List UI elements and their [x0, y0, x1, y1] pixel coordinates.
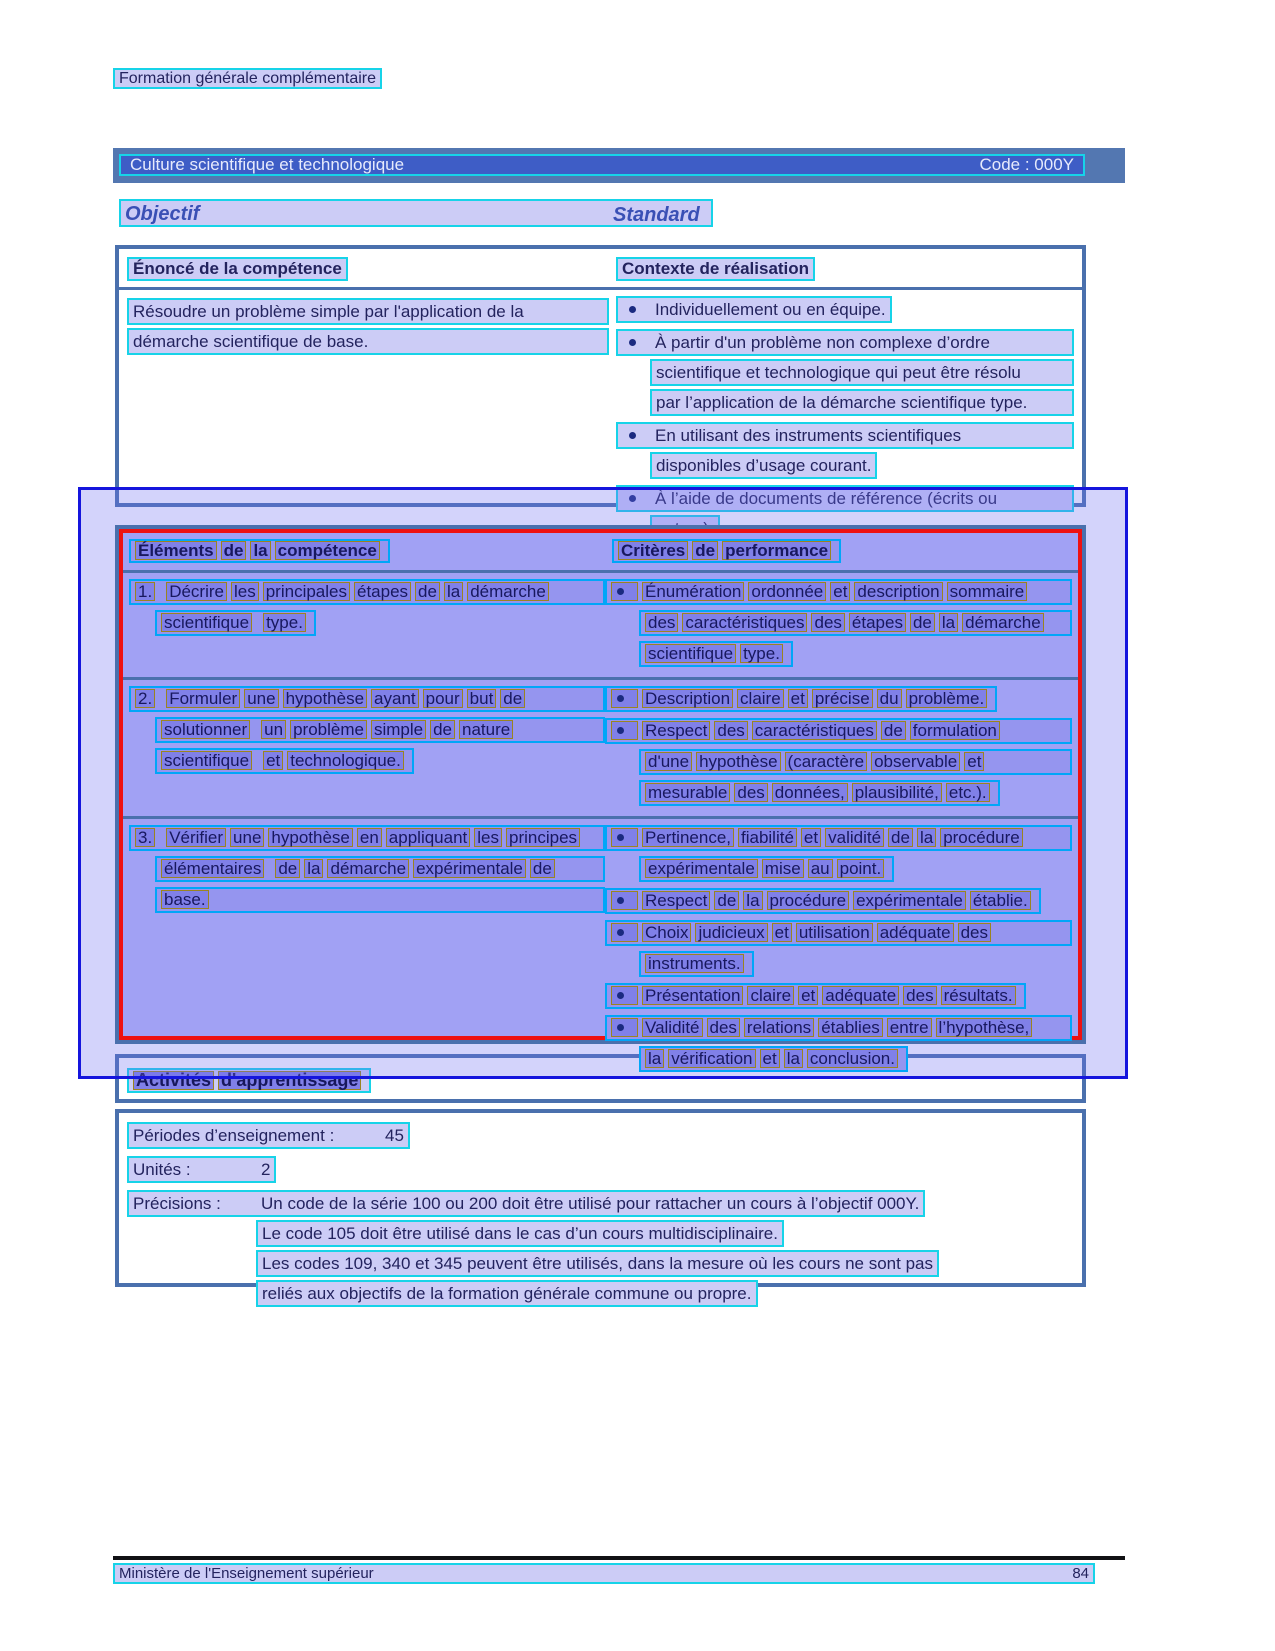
bullet-icon: [629, 339, 636, 346]
enonce-cell: Résoudre un problème simple par l'application de la démarche scientifique de base.: [127, 298, 609, 358]
bullet-item: Respect de la procédure expérimentale établie.: [605, 888, 1072, 914]
bullet-item: Description claire et précise du problème.: [605, 686, 1072, 712]
critere-cell: [605, 686, 1072, 812]
section-label-highlight: Formation générale complémentaire: [113, 68, 382, 89]
bullet-icon: [617, 1024, 624, 1031]
ministry-name: Ministère de l'Enseignement supérieur: [119, 1565, 374, 1582]
activities-detail-box: [115, 1109, 1086, 1303]
bullet-item: À l’aide de documents de référence (écrits ou: [616, 485, 1074, 542]
element-cell: 2. Formuler une hypothèse ayant pour but de solutionner un problème simple de nature scientifique et technologique.: [129, 686, 605, 812]
bullet-item: En utilisant des instruments scientifiques disponibles d’usage courant.: [616, 422, 1074, 479]
units-line: [127, 1156, 1074, 1183]
periods-label: Périodes d’enseignement :: [133, 1126, 335, 1145]
objectif-standard-heading: [119, 199, 713, 227]
bullet-icon: [617, 695, 624, 702]
bullet-icon: [629, 495, 636, 502]
footer-rule: [113, 1556, 1125, 1560]
standard-heading: Standard: [613, 204, 700, 226]
periods-value: 45: [385, 1126, 404, 1145]
bullet-icon: [617, 727, 624, 734]
footer-highlight: [113, 1563, 1095, 1584]
contexte-cell: [616, 296, 1074, 548]
bullet-item: Validité des relations établies entre l’hypothèse, la vérification et la conclusion.: [605, 1015, 1072, 1072]
element-cell: 3. Vérifier une hypothèse en appliquant les principes élémentaires de la démarche expérimentale de base.: [129, 825, 605, 1078]
page-footer: [113, 1563, 1095, 1584]
page-number: 84: [1072, 1565, 1089, 1582]
bullet-icon: [629, 306, 636, 313]
table1-col1-header: Énoncé de la compétence: [127, 257, 348, 281]
bullet-icon: [617, 992, 624, 999]
bullet-item: À partir d'un problème non complexe d’ordre scientifique et technologique qui peut être résolu par l’application de la démarche scientifique type.: [616, 329, 1074, 416]
table1-header-row: [119, 249, 1082, 290]
course-code: Code : 000Y: [979, 155, 1074, 174]
bullet-icon: [617, 834, 624, 841]
bullet-item: Pertinence, fiabilité et validité de la procédure expérimentale mise au point.: [605, 825, 1072, 882]
bullet-item: Énumération ordonnée et description sommaire des caractéristiques des étapes de la démarche scientifique type.: [605, 579, 1072, 667]
units-label: Unités :: [133, 1160, 191, 1179]
critere-cell: [605, 825, 1072, 1078]
elements-criteres-table: [115, 525, 1086, 1068]
table2-col2-header: Critères de performance: [612, 539, 841, 563]
course-header-bar: [113, 148, 1125, 183]
bullet-item: Présentation claire et adéquate des résultats.: [605, 983, 1072, 1009]
precisions-label: Précisions :: [133, 1194, 221, 1213]
units-value: 2: [261, 1160, 271, 1179]
bullet-icon: [617, 588, 624, 595]
bullet-item: Individuellement ou en équipe.: [616, 296, 1074, 323]
activities-heading: Activités d'apprentissage: [127, 1068, 371, 1093]
course-title: Culture scientifique et technologique: [130, 155, 405, 174]
section-label: [113, 70, 382, 88]
table2-col1-header: Éléments de la compétence: [129, 539, 390, 563]
objectif-heading: Objectif: [125, 203, 200, 225]
table2-header-row: [123, 533, 1078, 573]
table-row: [123, 573, 1078, 677]
critere-cell: [605, 579, 1072, 673]
table-row: [123, 816, 1078, 1082]
bullet-icon: [617, 929, 624, 936]
selected-region-red-box: [119, 529, 1082, 1068]
table1-col2-header: Contexte de réalisation: [616, 257, 815, 281]
element-cell: 1. Décrire les principales étapes de la démarche scientifique type.: [129, 579, 605, 673]
competence-context-table: [115, 245, 1086, 507]
bullet-item: Respect des caractéristiques de formulation d'une hypothèse (caractère observable et mesurable des données, plausibilité, etc.).: [605, 718, 1072, 806]
course-header-highlight: [119, 154, 1085, 176]
periods-line: [127, 1122, 1074, 1149]
table-row: [123, 677, 1078, 816]
bullet-item: Choix judicieux et utilisation adéquate des instruments.: [605, 920, 1072, 977]
precisions-line: Précisions : Un code de la série 100 ou 200 doit être utilisé pour rattacher un cours à l’objectif 000Y. Le code 105 doit être utilisé dans le cas d’un cours multidisciplinaire. Les codes 109, 340 et 345 peuvent être utilisés, dans la mesure où les cours ne sont pas reliés aux objectifs de la formation générale commune ou propre.: [127, 1190, 1074, 1307]
bullet-icon: [629, 432, 636, 439]
bullet-icon: [617, 897, 624, 904]
